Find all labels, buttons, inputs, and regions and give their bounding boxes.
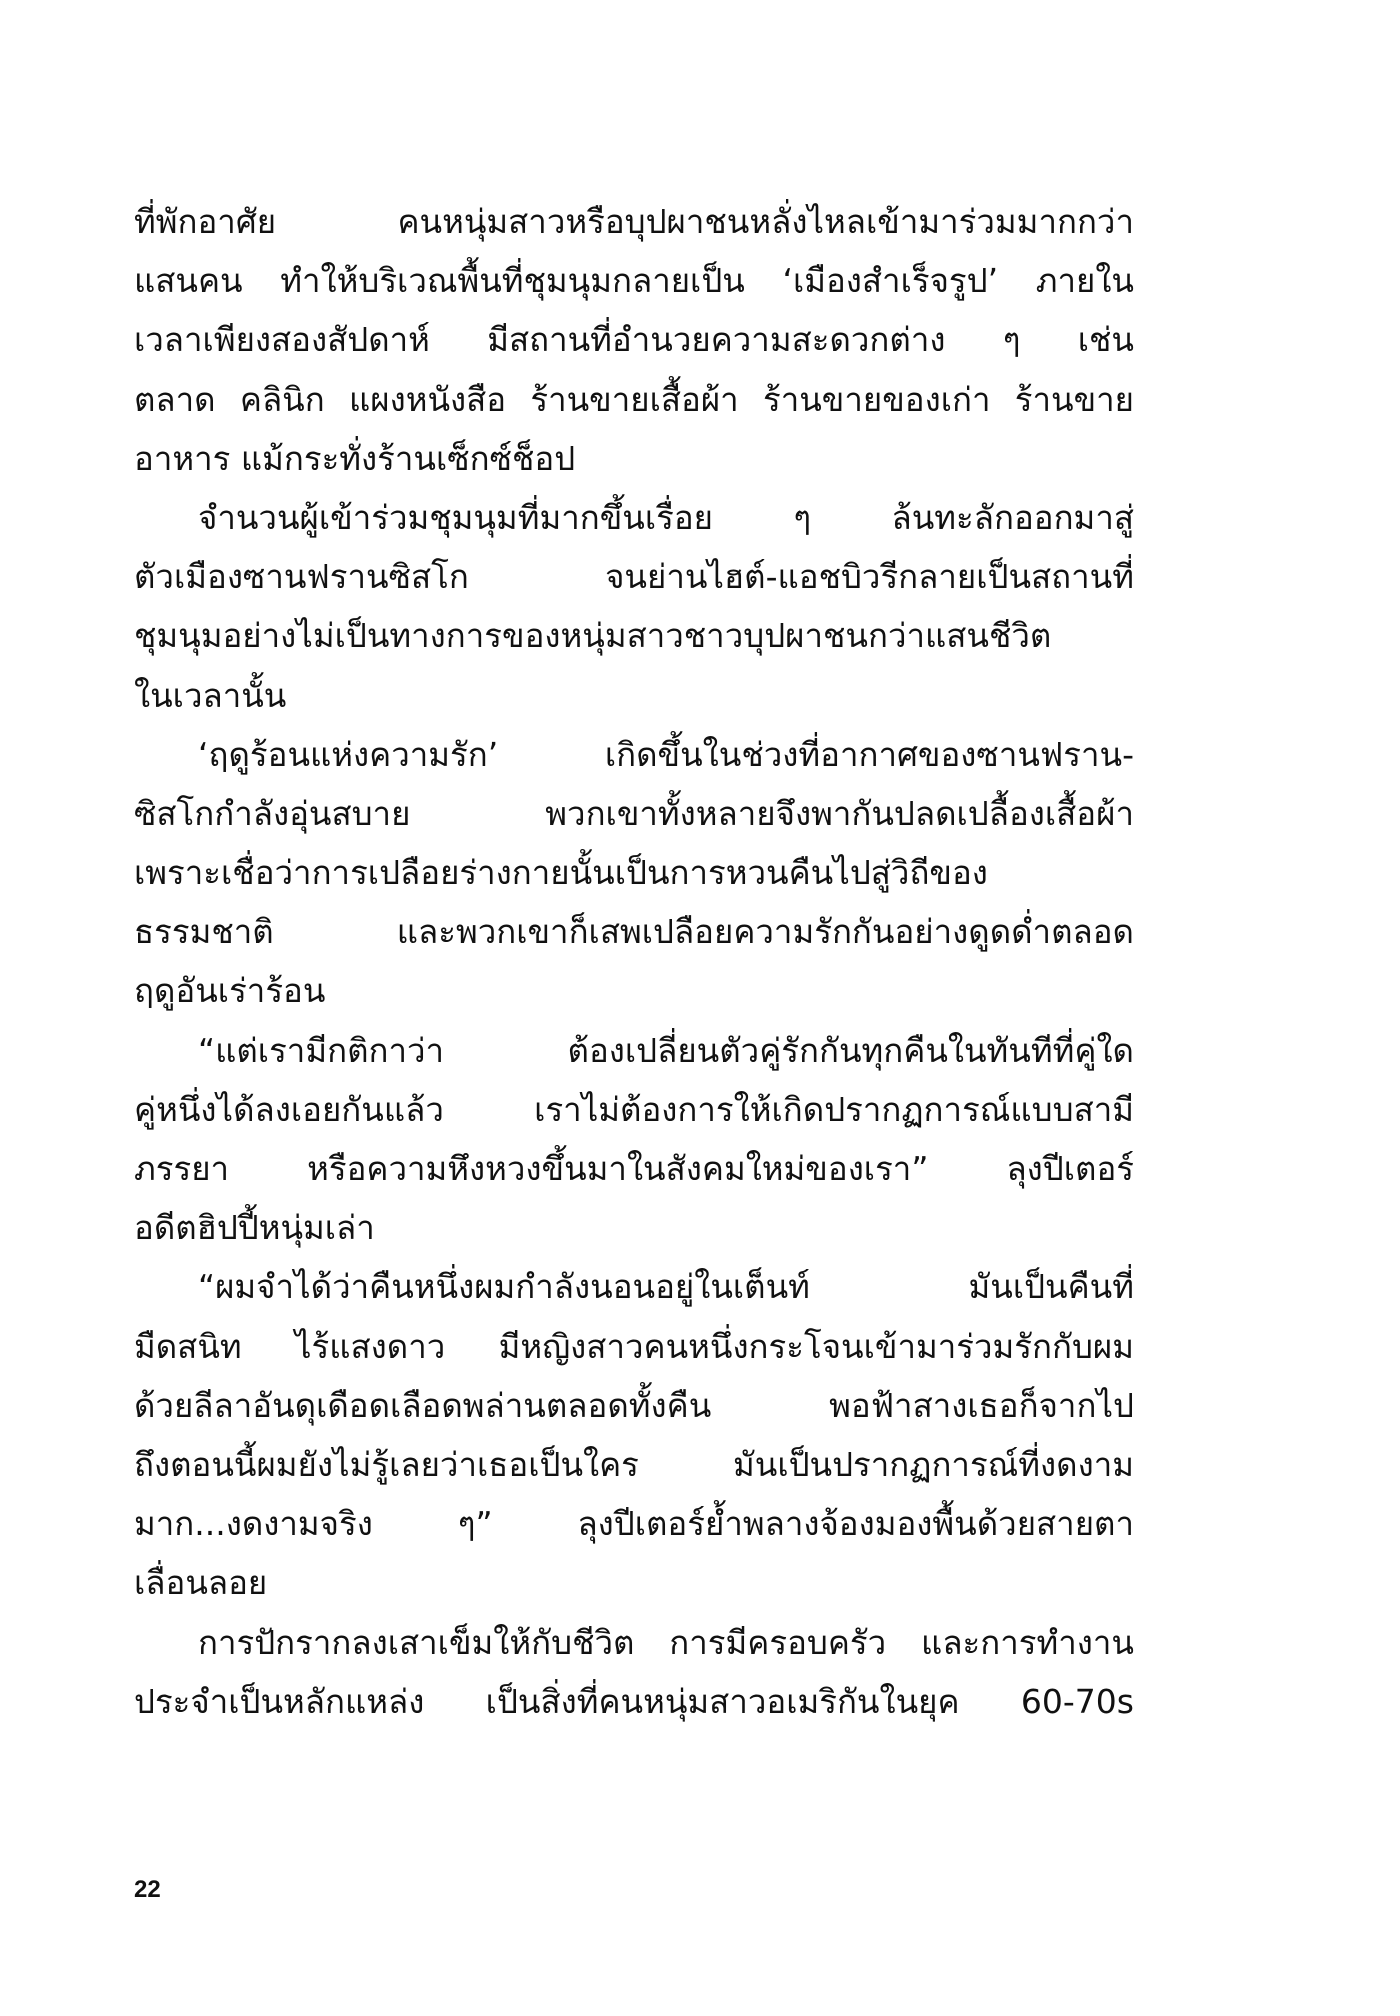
- text-line: ในเวลานั้น: [134, 675, 287, 715]
- text-line: ถึงตอนนี้ผมยังไม่รู้เลยว่าเธอเป็นใคร มันเป็นปรากฏการณ์ที่งดงาม: [134, 1444, 1134, 1484]
- text-line: มืดสนิท ไร้แสงดาว มีหญิงสาวคนหนึ่งกระโจนเข้ามาร่วมรักกับผม: [134, 1326, 1134, 1366]
- text-line: ‘ฤดูร้อนแห่งความรัก’ เกิดขึ้นในช่วงที่อากาศของซานฟราน-: [198, 734, 1134, 774]
- text-line: เพราะเชื่อว่าการเปลือยร่างกายนั้นเป็นการหวนคืนไปสู่วิถีของ: [134, 853, 988, 893]
- text-line: การปักรากลงเสาเข็มให้กับชีวิต การมีครอบครัว และการทำงาน: [198, 1622, 1134, 1662]
- text-line: อดีตฮิปปี้หนุ่มเล่า: [134, 1208, 375, 1248]
- text-line: ภรรยา หรือความหึงหวงขึ้นมาในสังคมใหม่ของเรา” ลุงปีเตอร์: [134, 1149, 1134, 1188]
- text-line: คู่หนึ่งได้ลงเอยกันแล้ว เราไม่ต้องการให้เกิดปรากฏการณ์แบบสามี: [134, 1089, 1134, 1129]
- text-line: ตลาด คลินิก แผงหนังสือ ร้านขายเสื้อผ้า ร้านขายของเก่า ร้านขาย: [134, 379, 1134, 419]
- text-line: ตัวเมืองซานฟรานซิสโก จนย่านไฮต์-แอชบิวรีกลายเป็นสถานที่: [134, 557, 1134, 597]
- text-line: ฤดูอันเร่าร้อน: [134, 971, 326, 1011]
- text-line: ธรรมชาติ และพวกเขาก็เสพเปลือยความรักกันอย่างดูดด่ำตลอด: [134, 912, 1134, 952]
- text-line: “ผมจำได้ว่าคืนหนึ่งผมกำลังนอนอยู่ในเต็นท์ มันเป็นคืนที่: [198, 1267, 1134, 1307]
- text-line: ประจำเป็นหลักแหล่ง เป็นสิ่งที่คนหนุ่มสาวอเมริกันในยุค 60-70s: [134, 1681, 1134, 1721]
- text-line: มาก...งดงามจริง ๆ” ลุงปีเตอร์ย้ำพลางจ้องมองพื้นด้วยสายตา: [134, 1504, 1134, 1544]
- text-line: เลื่อนลอย: [134, 1563, 268, 1603]
- text-line: ซิสโกกำลังอุ่นสบาย พวกเขาทั้งหลายจึงพากันปลดเปลื้องเสื้อผ้า: [134, 793, 1134, 833]
- text-line: จำนวนผู้เข้าร่วมชุมนุมที่มากขึ้นเรื่อย ๆ ล้นทะลักออกมาสู่: [198, 497, 1134, 537]
- text-line: “แต่เรามีกติกาว่า ต้องเปลี่ยนตัวคู่รักกันทุกคืนในทันทีที่คู่ใด: [198, 1030, 1134, 1070]
- text-line: เวลาเพียงสองสัปดาห์ มีสถานที่อำนวยความสะดวกต่าง ๆ เช่น: [134, 320, 1134, 360]
- text-line: ที่พักอาศัย คนหนุ่มสาวหรือบุปผาชนหลั่งไหลเข้ามาร่วมมากกว่า: [134, 202, 1134, 241]
- text-line: อาหาร แม้กระทั่งร้านเซ็กซ์ช็อป: [134, 438, 576, 478]
- page-number: 22: [134, 1876, 161, 1903]
- text-line: แสนคน ทำให้บริเวณพื้นที่ชุมนุมกลายเป็น ‘เมืองสำเร็จรูป’ ภายใน: [134, 261, 1134, 301]
- text-line: ด้วยลีลาอันดุเดือดเลือดพล่านตลอดทั้งคืน พอฟ้าสางเธอก็จากไป: [134, 1385, 1134, 1425]
- text-line: ชุมนุมอย่างไม่เป็นทางการของหนุ่มสาวชาวบุปผาชนกว่าแสนชีวิต: [134, 616, 1052, 656]
- body-text: [134, 192, 1134, 1731]
